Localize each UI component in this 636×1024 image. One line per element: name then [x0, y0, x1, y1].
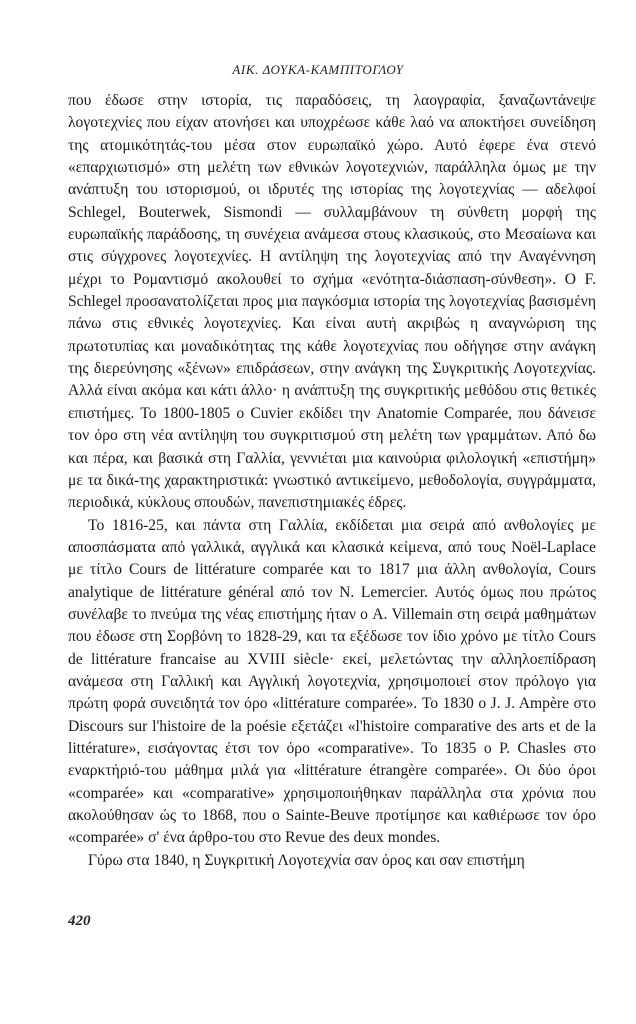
paragraph-3: Γύρω στα 1840, η Συγκριτική Λογοτεχνία σαν όρος και σαν επιστήμη — [88, 851, 525, 869]
page-number: 420 — [68, 913, 91, 929]
paragraph-2: Το 1816-25, και πάντα στη Γαλλία, εκδίδεται μια σειρά από ανθολογίες με αποσπάσματα από γαλλικά, αγγλικά και κλασικά κείμενα, από τους Noël-Laplace με τίτλο Cours de littérature comparée και το 1817 μια άλλη ανθολογία, Cours analytique de littérature général από τον N. Lemercier. Αυτός όμως που πρώτος συνέλαβε το πνεύμα της νέας επιστήμης ήταν ο A. Villemain στη σειρά μαθημάτων που έδωσε στη Σορβόνη το 1828-29, και τα εξέδωσε τον ίδιο χρόνο με τίτλο Cours de littérature francaise au XVIII siècle· εκεί, μελετώντας την αλληλοεπίδραση ανάμεσα στη Γαλλική και Αγγλική λογοτεχνία, χρησιμοποιεί στον πρόλογο για πρώτη φορά συνειδητά τον όρο «littérature comparée». Το 1830 ο J. J. Ampère στο Discours sur l'histoire de la poésie εξετάζει «l'histoire comparative des arts et de la littérature», εισάγοντας έτσι τον όρο «comparative». Το 1835 ο P. Chasles στο εναρκτήριό-του μάθημα μιλά για «littérature étrangère comparée». Οι δύο όροι «comparée» και «comparative» χρησιμοποιήθηκαν παράλληλα στα χρόνια που ακολούθησαν ώς το 1868, που ο Sainte-Beuve προτίμησε και καθιέρωσε τον όρο «comparée» σ' ένα άρθρο-του στο Revue des deux mondes. — [68, 516, 596, 847]
body-text — [68, 90, 596, 872]
paragraph-1: που έδωσε στην ιστορία, τις παραδόσεις, τη λαογραφία, ξαναζωντάνεψε λογοτεχνίες που είχαν ατονήσει και υποχρέωσε κάθε λαό να αποκτήσει συνείδηση της ατομικότητάς-του μέσα στον ευρωπαϊκό χώρο. Αυτό έφερε ένα στενό «επαρχιωτισμό» στη μελέτη των εθνικών λογοτεχνιών, παράλληλα όμως με την ανάπτυξη του ιστορισμού, οι ιδρυτές της ιστορίας της λογοτεχνίας — αδελφοί Schlegel, Bouterwek, Sismondi — συλλαμβάνουν τη σύνθετη μορφή της ευρωπαϊκής παράδοσης, τη συνέχεια ανάμεσα στους κλασικούς, στο Μεσαίωνα και στις σύγχρονες λογοτεχνίες. Η αντίληψη της λογοτεχνίας από την Αναγέννηση μέχρι το Ρομαντισμό ακολουθεί το σχήμα «ενότητα-διάσπαση-σύνθεση». Ο F. Schlegel προσανατολίζεται προς μια παγκόσμια ιστορία της λογοτεχνίας βασισμένη πάνω στις εθνικές λογοτεχνίες. Και είναι αυτή ακριβώς η αναγνώριση της πρωτοτυπίας και μοναδικότητας της κάθε λογοτεχνίας που οδήγησε στην ανάγκη της διερεύνησης «ξένων» επιδράσεων, στην ανάγκη της Συγκριτικής Λογοτεχνίας. Αλλά είναι ακόμα και κάτι άλλο· η ανάπτυξη της συγκριτικής μεθόδου στις θετικές επιστήμες. Το 1800-1805 ο Cuvier εκδίδει την Anatomie Comparée, που δάνεισε τον όρο στη νέα αντίληψη του συγκριτισμού στη μελέτη των γραμμάτων. Από δω και πέρα, και βασικά στη Γαλλία, γεννιέται μια καινούρια φιλολογική «επιστήμη» με τα δικά-της χαρακτηριστικά: γνωστικό αντικείμενο, μεθοδολογία, συγγράμματα, περιοδικά, κύκλους σπουδών, πανεπιστημιακές έδρες. — [68, 92, 596, 512]
running-head: ΑΙΚ. ΔΟΥΚΑ-ΚΑΜΠΙΤΟΓΛΟΥ — [232, 62, 404, 77]
